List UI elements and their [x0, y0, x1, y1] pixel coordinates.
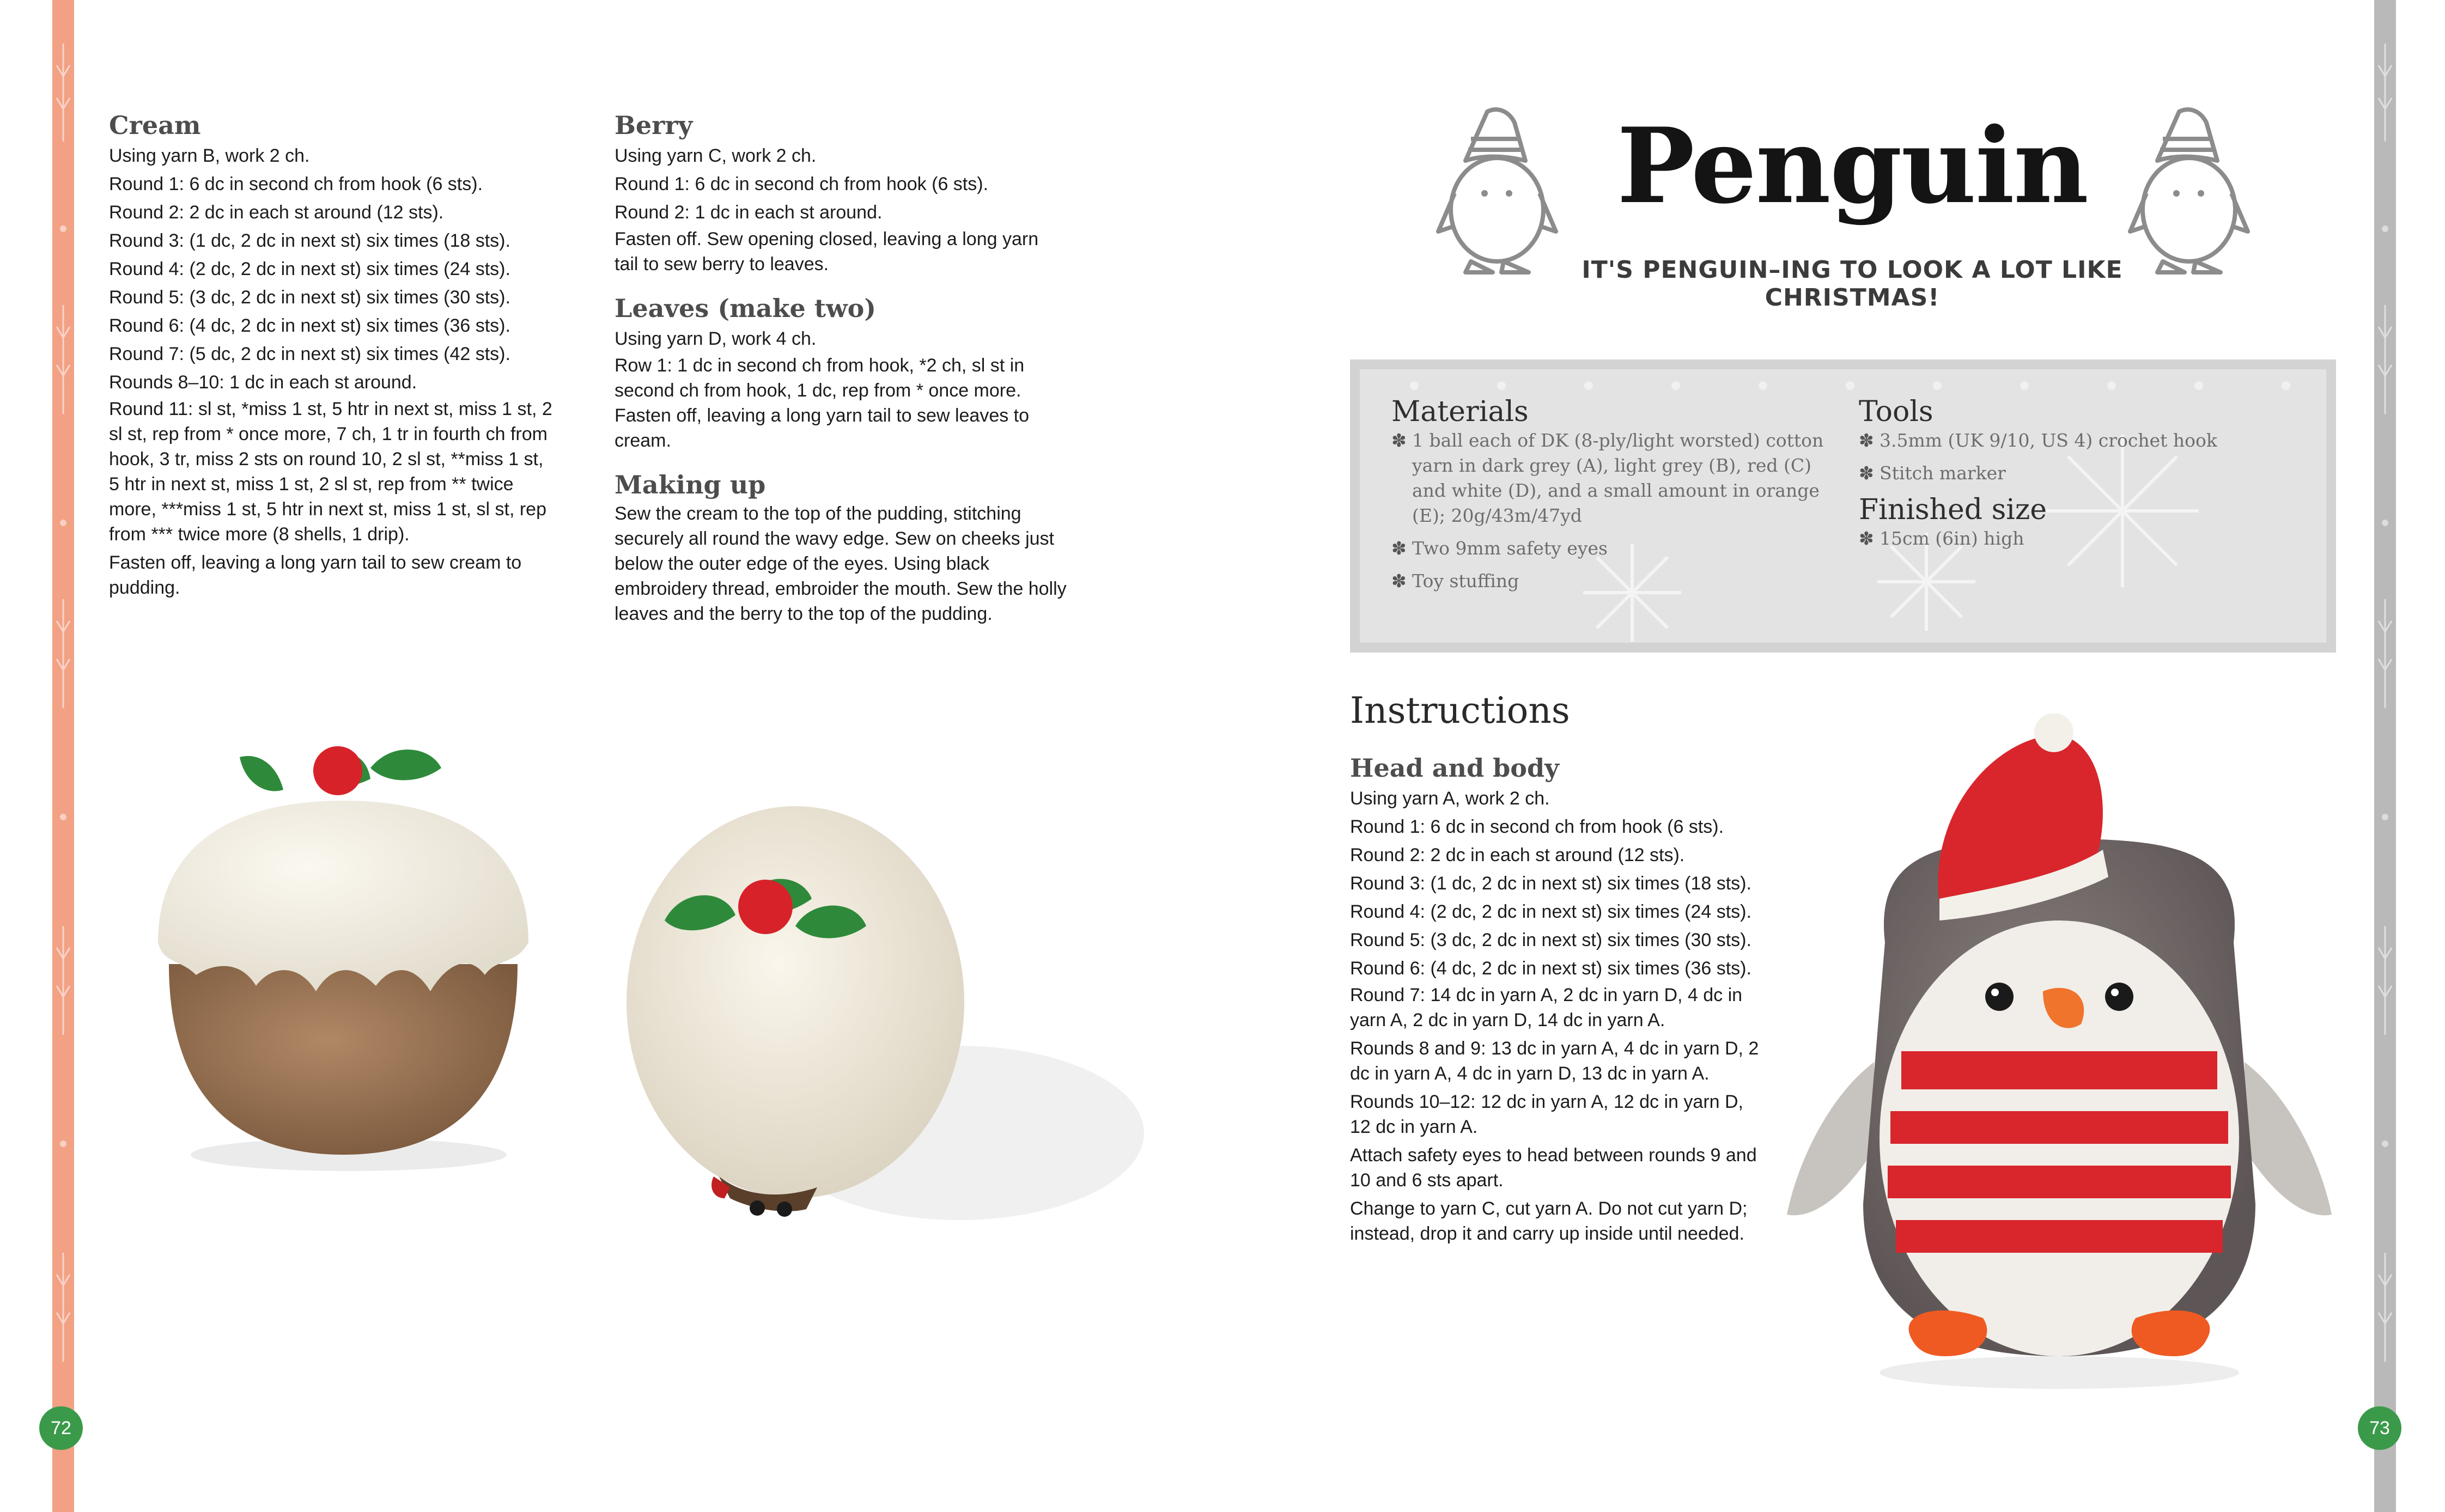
leaves-heading: Leaves (make two) [615, 294, 877, 323]
left-decorative-border [52, 0, 74, 1512]
head-body-line: Round 5: (3 dc, 2 dc in next st) six times (30 sts). [1350, 930, 1751, 950]
page-number-left: 72 [39, 1406, 83, 1450]
page-number-right: 73 [2358, 1406, 2401, 1450]
head-body-line: Round 6: (4 dc, 2 dc in next st) six times (36 sts). [1350, 958, 1751, 979]
finished-size-heading: Finished size [1859, 493, 2047, 526]
materials-item: ✽ 1 ball each of DK (8-ply/light worsted) cotton yarn in dark grey (A), light grey (B), red (C) and white (D), and a small amount in orange (E); 20g/43m/47yd [1391, 428, 1827, 528]
head-body-line: Round 4: (2 dc, 2 dc in next st) six times (24 sts). [1350, 901, 1751, 922]
materials-section [1391, 395, 1827, 601]
head-body-line: Round 1: 6 dc in second ch from hook (6 sts). [1350, 816, 1724, 837]
head-body-eyes: Attach safety eyes to head between rounds 9 and 10 and 6 sts apart. [1350, 1145, 1757, 1191]
head-body-line: Using yarn A, work 2 ch. [1350, 788, 1550, 809]
bullet-icon: ✽ [1391, 430, 1407, 451]
making-up-heading: Making up [615, 470, 766, 499]
cream-fasten-off: Fasten off, leaving a long yarn tail to sew cream to pudding. [109, 552, 522, 598]
berry-line: Using yarn C, work 2 ch. [615, 145, 817, 166]
pudding-top-photo [621, 795, 1155, 1275]
head-body-line: Round 3: (1 dc, 2 dc in next st) six times (18 sts). [1350, 873, 1751, 894]
berry-line: Round 2: 1 dc in each st around. [615, 202, 883, 223]
head-body-line: Round 2: 2 dc in each st around (12 sts). [1350, 845, 1685, 865]
berry-line: Round 1: 6 dc in second ch from hook (6 sts). [615, 174, 989, 194]
cream-line: Round 4: (2 dc, 2 dc in next st) six times (24 sts). [109, 259, 510, 279]
berry-fasten-off: Fasten off. Sew opening closed, leaving a long yarn tail to sew berry to leaves. [615, 229, 1039, 275]
tools-section [1859, 395, 2306, 559]
head-body-round-7: Round 7: 14 dc in yarn A, 2 dc in yarn D, 4 dc in yarn A, 2 dc in yarn D, 14 dc in yarn A. [1350, 985, 1743, 1031]
leaves-line: Using yarn D, work 4 ch. [615, 328, 817, 349]
head-body-change-yarn: Change to yarn C, cut yarn A. Do not cut yarn D; instead, drop it and carry up inside until needed. [1350, 1198, 1748, 1244]
cream-line: Round 3: (1 dc, 2 dc in next st) six times (18 sts). [109, 230, 510, 251]
finished-size-item: ✽ 15cm (6in) high [1859, 526, 2306, 551]
bullet-icon: ✽ [1391, 538, 1407, 559]
berry-heading: Berry [615, 111, 693, 140]
materials-heading: Materials [1391, 395, 1529, 428]
bullet-icon: ✽ [1859, 462, 1874, 484]
instructions-title: Instructions [1350, 690, 1570, 731]
making-up-text: Sew the cream to the top of the pudding, stitching securely all round the wavy edge. Sew on cheeks just below the outer edge of the eyes. Using black embroidery thread, embroider the mouth. Sew the holly leaves and the berry to the top of the pudding. [615, 503, 1067, 624]
penguin-outline-right [2125, 101, 2255, 275]
berry-leaves-column [615, 109, 1067, 626]
head-body-rounds-10-12: Rounds 10–12: 12 dc in yarn A, 12 dc in yarn D, 12 dc in yarn A. [1350, 1092, 1744, 1137]
leaves-row-1: Row 1: 1 dc in second ch from hook, *2 ch, sl st in second ch from hook, 1 dc, rep from * once more. [615, 355, 1025, 401]
cream-line: Round 2: 2 dc in each st around (12 sts). [109, 202, 444, 223]
head-body-section [1350, 752, 1764, 1246]
cream-line: Round 1: 6 dc in second ch from hook (6 sts). [109, 174, 483, 194]
materials-box-inner [1360, 369, 2326, 643]
bullet-icon: ✽ [1859, 528, 1874, 549]
cream-line: Round 5: (3 dc, 2 dc in next st) six times (30 sts). [109, 287, 510, 308]
materials-item: ✽ Toy stuffing [1391, 569, 1827, 594]
leaves-fasten-off: Fasten off, leaving a long yarn tail to sew leaves to cream. [615, 405, 1030, 451]
penguin-photo [1765, 714, 2353, 1400]
cream-line: Round 7: (5 dc, 2 dc in next st) six times (42 sts). [109, 344, 510, 364]
cream-heading: Cream [109, 111, 201, 140]
bullet-icon: ✽ [1391, 570, 1407, 592]
right-border-pattern [2374, 0, 2396, 1512]
cream-round-11: Round 11: sl st, *miss 1 st, 5 htr in next st, miss 1 st, 2 sl st, rep from * once more, 7 ch, 1 tr in fourth ch from hook, 3 tr, miss 2 sts on round 10, 2 sl st, **miss 1 st, 5 htr in next st, miss 1 st, 2 sl st, rep from ** twice more, ***miss 1 st, 5 htr in next st, miss 1 st, sl st, rep from *** twice more (8 shells, 1 drip). [109, 399, 552, 545]
right-decorative-border [2374, 0, 2396, 1512]
penguin-outline-left [1433, 101, 1564, 275]
page-title: Penguin [1616, 105, 2088, 227]
head-body-rounds-8-9: Rounds 8 and 9: 13 dc in yarn A, 4 dc in yarn D, 2 dc in yarn A, 4 dc in yarn D, 13 dc in yarn A. [1350, 1038, 1759, 1084]
cream-line: Rounds 8–10: 1 dc in each st around. [109, 372, 417, 393]
cream-line: Round 6: (4 dc, 2 dc in next st) six times (36 sts). [109, 315, 510, 336]
materials-box [1350, 359, 2336, 653]
page-subtitle: IT'S PENGUIN–ING TO LOOK A LOT LIKE CHRISTMAS! [1582, 256, 2123, 312]
left-border-pattern [52, 0, 74, 1512]
cream-section [109, 109, 556, 600]
bullet-icon: ✽ [1859, 430, 1874, 451]
tools-heading: Tools [1859, 395, 1933, 428]
cream-line: Using yarn B, work 2 ch. [109, 145, 310, 166]
tools-item: ✽ 3.5mm (UK 9/10, US 4) crochet hook [1859, 428, 2306, 453]
materials-item: ✽ Two 9mm safety eyes [1391, 536, 1827, 561]
head-body-heading: Head and body [1350, 753, 1559, 783]
pudding-side-photo [136, 708, 561, 1187]
tools-item: ✽ Stitch marker [1859, 461, 2306, 486]
